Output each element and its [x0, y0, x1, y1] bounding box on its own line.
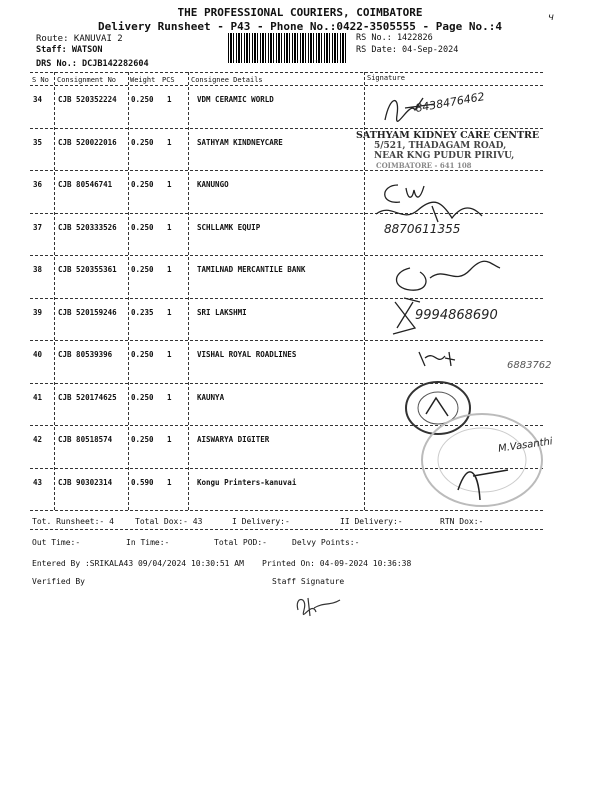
consignee-name: SCHLLAMK EQUIP: [197, 222, 261, 232]
col-header-consignee: Consignee Details: [191, 76, 263, 84]
signature-row-40: 6883762: [415, 348, 465, 374]
consignee-name: Kongu Printers-kanuvai: [197, 477, 297, 487]
pieces: 1: [167, 180, 172, 189]
staff-signature: [290, 590, 350, 624]
printed-on: Printed On: 04-09-2024 10:36:38: [262, 559, 412, 568]
consignment-number: CJB 520174625: [58, 392, 117, 402]
consignment-number: CJB 520022016: [58, 137, 117, 147]
drs-number: DRS No.: DCJB142282604: [36, 59, 149, 69]
rs-number: RS No.: 1422826: [356, 33, 433, 43]
row-number: 43: [33, 477, 43, 487]
corner-mark: ч: [548, 12, 554, 23]
row-divider: [30, 170, 543, 171]
column-divider: [54, 72, 55, 510]
consignment-number: CJB 80518574: [58, 435, 113, 444]
consignment-number: CJB 520352224: [58, 95, 117, 104]
staff-label: Staff: WATSON: [36, 45, 103, 55]
weight: 0.250: [131, 265, 154, 274]
weight: 0.250: [131, 222, 154, 232]
pieces: 1: [167, 137, 172, 147]
row-number: 34: [33, 95, 43, 104]
pieces: 1: [167, 307, 172, 317]
company-title: THE PROFESSIONAL COURIERS, COIMBATORE: [177, 6, 423, 19]
total-pod: Total POD:-: [214, 538, 267, 547]
pieces: 1: [167, 392, 172, 402]
row-number: 41: [33, 392, 43, 402]
consignee-name: TAMILNAD MERCANTILE BANK: [197, 265, 306, 274]
staff-signature-label: Staff Signature: [272, 577, 345, 586]
row-divider: [30, 255, 543, 256]
ii-delivery: II Delivery:-: [340, 517, 403, 526]
weight: 0.250: [131, 95, 154, 104]
row-number: 39: [33, 307, 43, 317]
i-delivery: I Delivery:-: [232, 517, 290, 526]
in-time: In Time:-: [126, 538, 170, 547]
col-header-weight: Weight: [130, 76, 156, 84]
pieces: 1: [167, 435, 172, 444]
signature-row-37: 8870611355: [372, 200, 532, 232]
pieces: 1: [167, 477, 172, 487]
round-stamp-row-42-43: M.Vasanthi: [418, 410, 548, 514]
weight: 0.250: [131, 435, 154, 444]
stamp-row-35: SATHYAM KIDNEY CARE CENTRE 5/521, THADAGAM ROAD, NEAR KNG PUDUR PIRIVU, COIMBATORE - 641 108: [356, 130, 540, 170]
column-divider: [188, 72, 189, 510]
col-header-sno: S No: [32, 76, 49, 84]
pieces: 1: [167, 222, 172, 232]
entered-by: Entered By :SRIKALA43 09/04/2024 10:30:51 AM: [32, 559, 244, 568]
table-header-line: [30, 85, 543, 86]
weight: 0.590: [131, 477, 154, 487]
row-number: 35: [33, 137, 43, 147]
consignee-name: SATHYAM KINDNEYCARE: [197, 137, 283, 147]
delvy-points: Delvy Points:-: [292, 538, 360, 547]
signature-row-34: 8438476462: [375, 90, 535, 134]
pieces: 1: [167, 350, 172, 359]
barcode: [228, 33, 348, 63]
signature-row-39: 9994868690: [385, 298, 425, 342]
consignment-number: CJB 90302314: [58, 477, 113, 487]
row-number: 38: [33, 265, 43, 274]
rtn-dox: RTN Dox:-: [440, 517, 484, 526]
verified-by: Verified By: [32, 577, 85, 586]
weight: 0.250: [131, 392, 154, 402]
row-number: 36: [33, 180, 43, 189]
col-header-pcs: PCS: [162, 76, 175, 84]
runsheet-subtitle: Delivery Runsheet - P43 - Phone No.:0422-3505555 - Page No.:4: [98, 20, 502, 33]
consignment-number: CJB 520355361: [58, 265, 117, 274]
consignment-number: CJB 80546741: [58, 180, 113, 189]
col-header-consignment: Consignment No: [57, 76, 117, 84]
consignee-name: VISHAL ROYAL ROADLINES: [197, 350, 297, 359]
weight: 0.235: [131, 307, 154, 317]
consignment-number: CJB 80539396: [58, 350, 113, 359]
col-header-signature: Signature: [367, 74, 405, 82]
weight: 0.250: [131, 180, 154, 189]
weight: 0.250: [131, 350, 154, 359]
consignment-number: CJB 520333526: [58, 222, 117, 232]
rs-date: RS Date: 04-Sep-2024: [356, 45, 459, 55]
table-bottom-line: [30, 510, 543, 511]
row-number: 42: [33, 435, 43, 444]
consignee-name: AISWARYA DIGITER: [197, 435, 270, 444]
consignee-name: KANUNGO: [197, 180, 229, 189]
row-number: 40: [33, 350, 43, 359]
consignee-name: KAUNYA: [197, 392, 225, 402]
footer-line: [30, 529, 543, 530]
weight: 0.250: [131, 137, 154, 147]
consignee-name: SRI LAKSHMI: [197, 307, 247, 317]
table-top-line: [30, 72, 543, 73]
consignee-name: VDM CERAMIC WORLD: [197, 95, 274, 104]
row-divider: [30, 340, 543, 341]
tot-runsheet: Tot. Runsheet:- 4: [32, 517, 114, 526]
route-label: Route: KANUVAI 2: [36, 34, 123, 44]
consignment-number: CJB 520159246: [58, 307, 117, 317]
pieces: 1: [167, 95, 172, 104]
pieces: 1: [167, 265, 172, 274]
row-number: 37: [33, 222, 43, 232]
out-time: Out Time:-: [32, 538, 81, 547]
total-dox: Total Dox:- 43: [135, 517, 203, 526]
column-divider: [128, 72, 129, 510]
